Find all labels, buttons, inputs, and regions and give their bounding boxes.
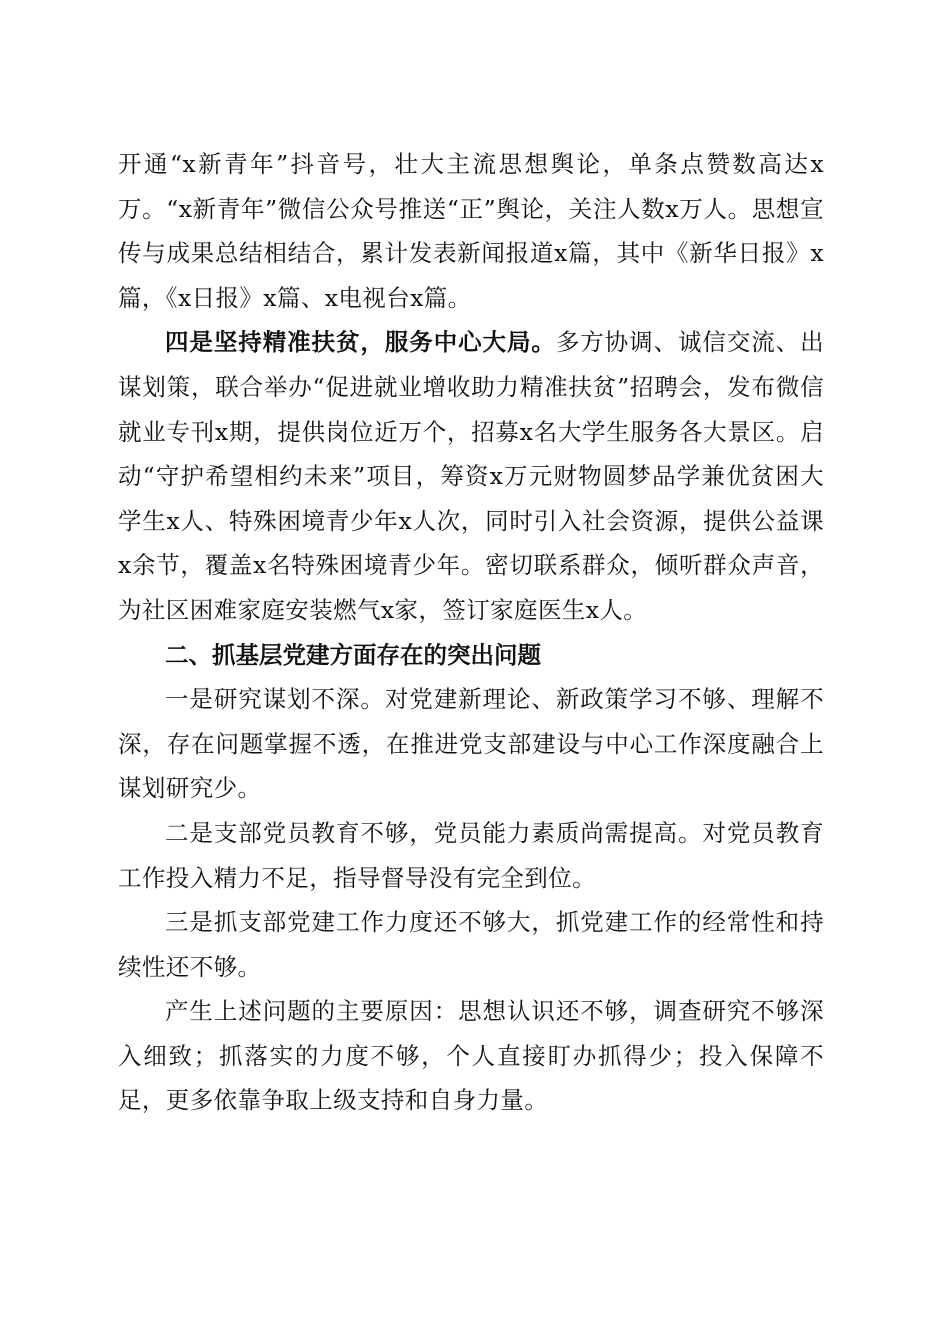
problem-item-2 (118, 811, 824, 900)
paragraph-continuation (118, 142, 824, 320)
paragraph-text: 多方协调、诚信交流、出谋划策，联合举办“促进就业增收助力精准扶贫”招聘会，发布微信就业专刊x期，提供岗位近万个，招募x名大学生服务各大景区。启动“守护希望相约未来”项目，筹资x万元财物圆梦品学兼优贫困大学生x人、特殊困境青少年x人次，同时引入社会资源，提供公益课x余节，覆盖x名特殊困境青少年。密切联系群众，倾听群众声音，为社区困难家庭安装燃气x家，签订家庭医生x人。 (118, 328, 824, 624)
problem-item-1 (118, 677, 824, 811)
problem-item-3 (118, 900, 824, 989)
problem-lead: 二是支部党员教育不够，党员能力素质尚需提高。 (165, 818, 703, 847)
document-page (118, 142, 824, 1123)
problem-text: 对党建新理论、新政策学习不够、理解不深，存在问题掌握不透，在推进党支部建设与中心工作深度融合上谋划研究少。 (118, 685, 824, 803)
paragraph-text: 开通“x新青年”抖音号，壮大主流思想舆论，单条点赞数高达x万。“x新青年”微信公众号推送“正”舆论，关注人数x万人。思想宣传与成果总结相结合，累计发表新闻报道x篇，其中《新华日报》x篇，《x日报》x篇、x电视台x篇。 (118, 150, 824, 312)
paragraph-poverty-alleviation (118, 320, 824, 632)
paragraph-lead: 四是坚持精准扶贫，服务中心大局。 (165, 328, 556, 357)
problem-text: 对党员教育工作投入精力不足，指导督导没有完全到位。 (118, 818, 824, 892)
problem-lead: 三是抓支部党建工作力度还不够大，抓党建工作的经常性和持续性还不够。 (118, 908, 824, 981)
section-heading: 二、抓基层党建方面存在的突出问题 (165, 640, 541, 669)
causes-paragraph: 产生上述问题的主要原因：思想认识还不够，调查研究不够深入细致；抓落实的力度不够，个人直接盯办抓得少；投入保障不足，更多依靠争取上级支持和自身力量。 (118, 997, 824, 1115)
problem-lead: 一是研究谋划不深。 (165, 685, 385, 714)
